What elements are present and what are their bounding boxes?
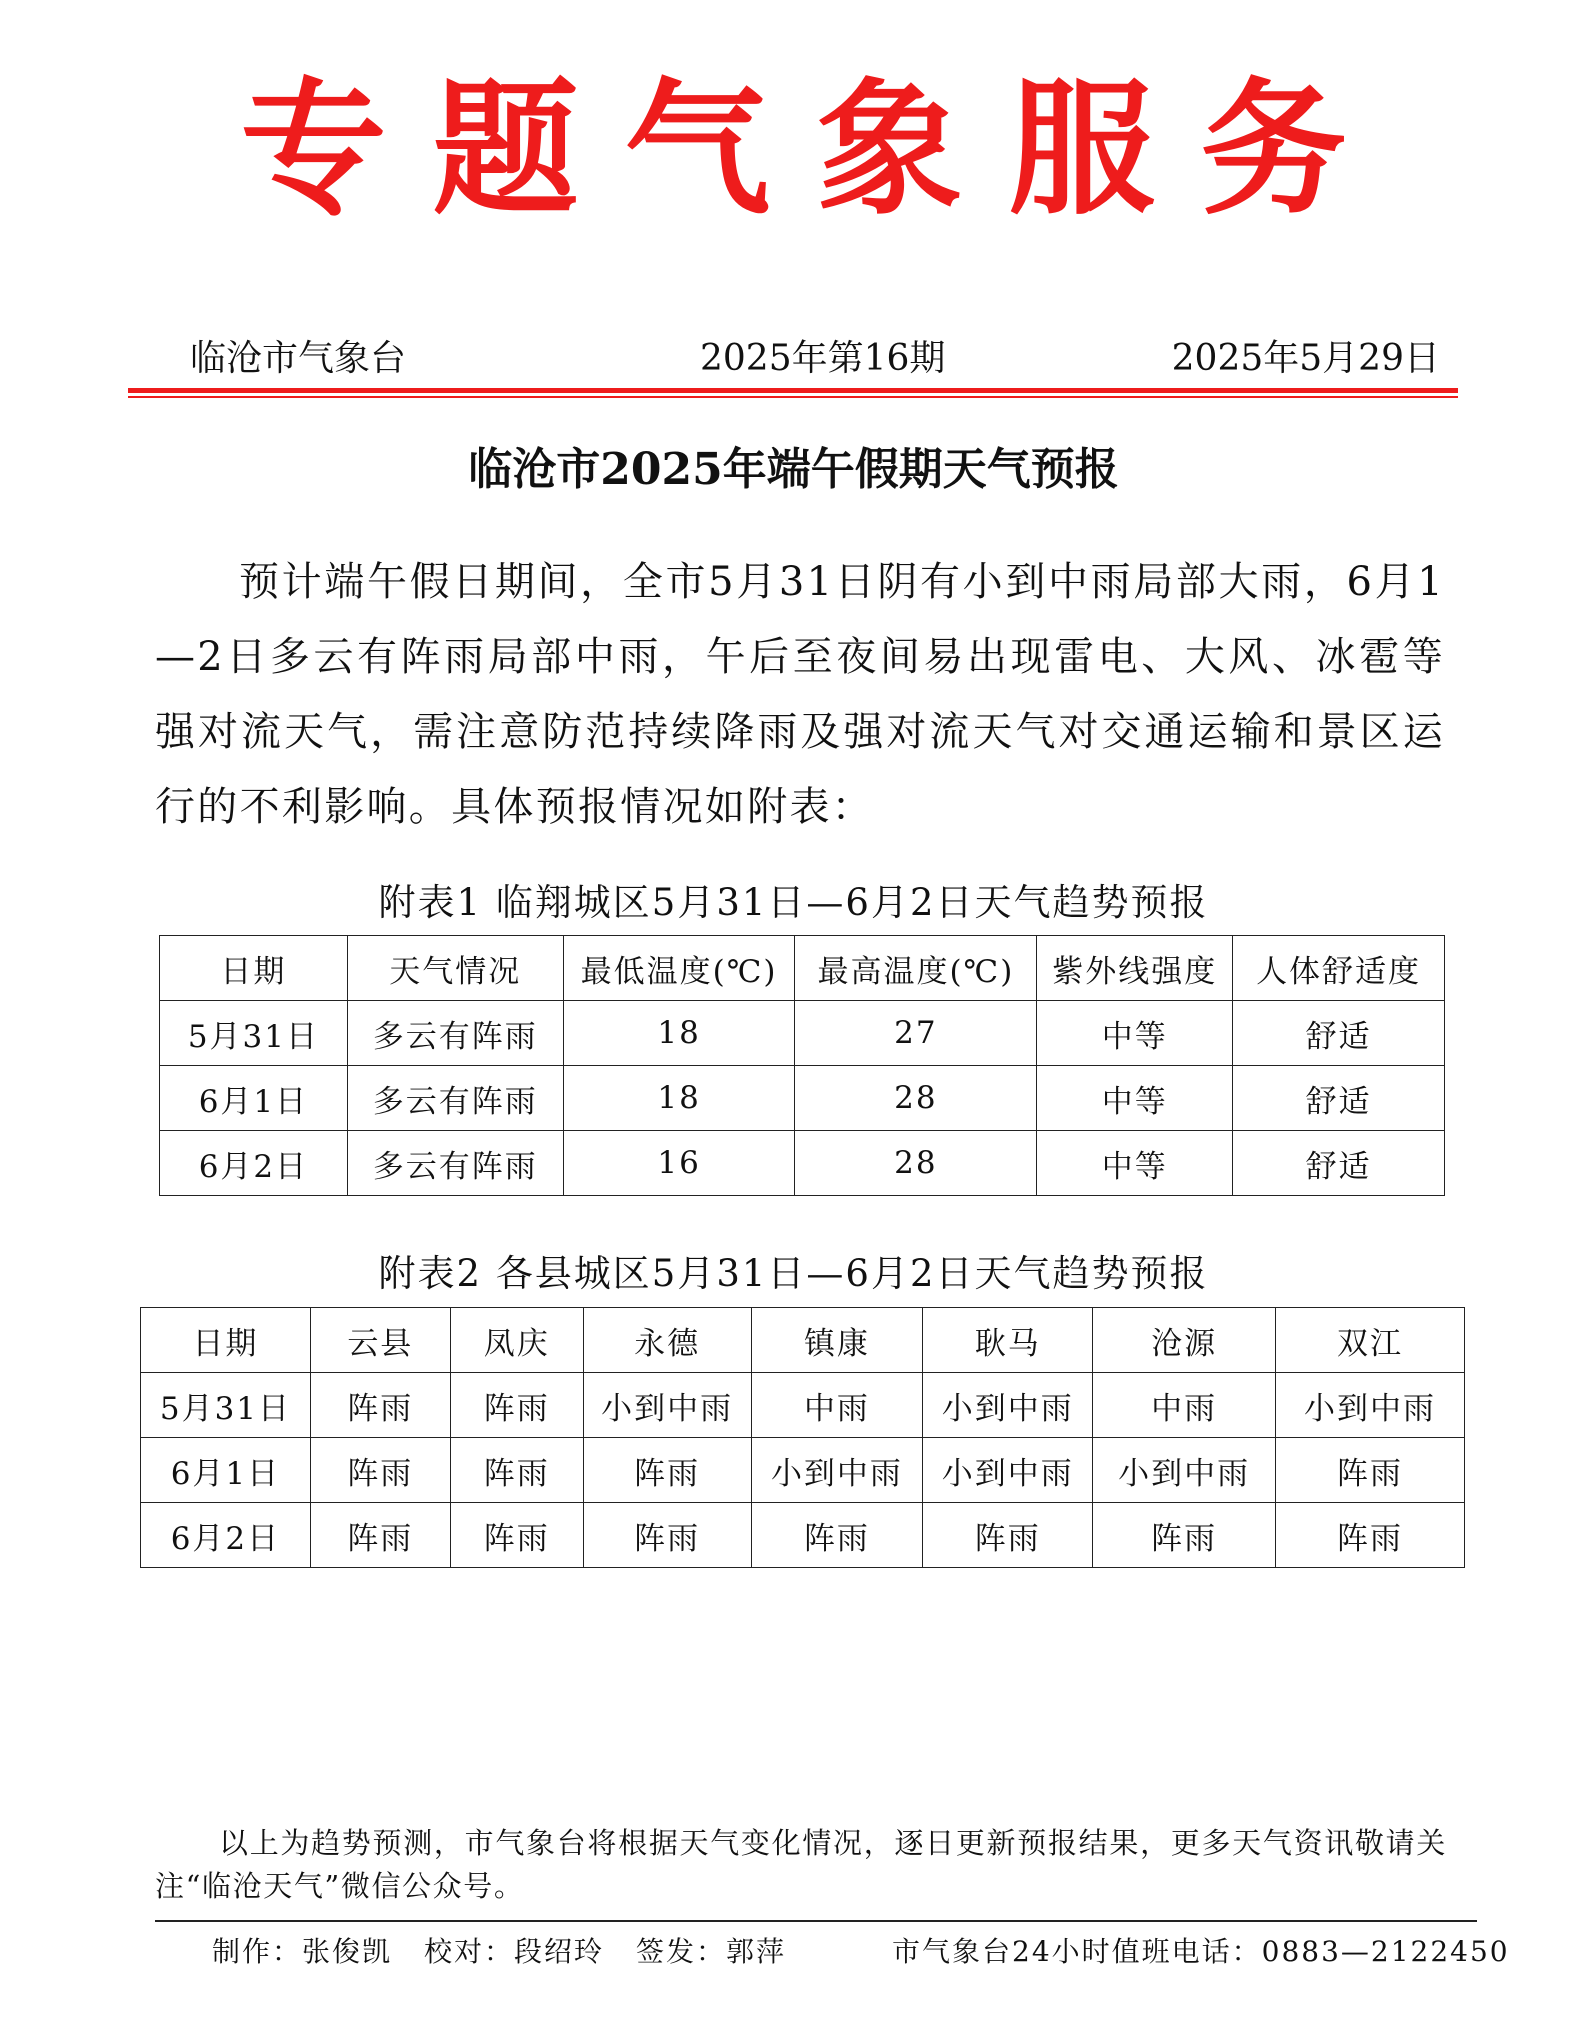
table-cell: 阵雨 [923,1503,1093,1568]
table-cell: 小到中雨 [1276,1373,1465,1438]
table-cell: 6月1日 [160,1066,348,1131]
footnote-paragraph: 以上为趋势预测，市气象台将根据天气变化情况，逐日更新预报结果，更多天气资讯敬请关注“临沧天气”微信公众号。 [155,1826,1447,1903]
table-cell: 阵雨 [1093,1503,1276,1568]
table-cell: 中等 [1037,1066,1233,1131]
issue-info-row [190,333,1440,385]
table-row [160,1001,1445,1066]
table-header-cell: 最高温度(℃) [795,936,1037,1001]
table-cell: 多云有阵雨 [347,1001,563,1066]
footer-credits [212,1930,1510,1974]
table-cell: 6月1日 [141,1438,311,1503]
table-cell: 阵雨 [310,1373,450,1438]
table-cell: 16 [563,1131,795,1196]
table-cell: 小到中雨 [1093,1438,1276,1503]
table-cell: 阵雨 [751,1503,923,1568]
table-cell: 5月31日 [141,1373,311,1438]
footer-hotline: 市气象台24小时值班电话：0883—2122450 [892,1935,1510,1968]
table-cell: 阵雨 [1276,1503,1465,1568]
red-divider-thick [128,388,1458,393]
table-cell: 舒适 [1233,1001,1445,1066]
table-header-cell: 云县 [310,1308,450,1373]
table-header-cell: 紫外线强度 [1037,936,1233,1001]
table-header-cell: 双江 [1276,1308,1465,1373]
footer-maker: 制作：张俊凯 [212,1935,393,1968]
issue-date: 2025年5月29日 [1171,338,1440,379]
table-cell: 阵雨 [450,1503,583,1568]
footer-checker: 校对：段绍玲 [424,1935,605,1968]
county-forecast-table [140,1307,1465,1568]
table-cell: 小到中雨 [583,1373,751,1438]
table-header-row [141,1308,1465,1373]
forecast-summary-paragraph: 预计端午假日期间，全市5月31日阴有小到中雨局部大雨，6月1—2日多云有阵雨局部中雨，午后至夜间易出现雷电、大风、冰雹等强对流天气，需注意防范持续降雨及强对流天气对交通运输和景区运行的不利影响。具体预报情况如附表： [155,559,1445,830]
table-cell: 舒适 [1233,1066,1445,1131]
table-cell: 小到中雨 [751,1438,923,1503]
table-cell: 18 [563,1001,795,1066]
table-header-cell: 天气情况 [347,936,563,1001]
table-header-cell: 镇康 [751,1308,923,1373]
table-cell: 阵雨 [310,1438,450,1503]
table-row [141,1373,1465,1438]
table-cell: 阵雨 [450,1373,583,1438]
table-cell: 18 [563,1066,795,1131]
table-cell: 中等 [1037,1001,1233,1066]
table-header-cell: 最低温度(℃) [563,936,795,1001]
table-header-row [160,936,1445,1001]
table-cell: 27 [795,1001,1037,1066]
masthead-title: 专题气象服务 [240,65,1393,235]
table-cell: 28 [795,1131,1037,1196]
table2-caption: 附表2 各县城区5月31日—6月2日天气趋势预报 [378,1252,1209,1295]
table-cell: 多云有阵雨 [347,1131,563,1196]
table-cell: 阵雨 [310,1503,450,1568]
table-cell: 中等 [1037,1131,1233,1196]
table-header-cell: 日期 [141,1308,311,1373]
table-cell: 5月31日 [160,1001,348,1066]
table-cell: 阵雨 [450,1438,583,1503]
table-row [141,1503,1465,1568]
footer-divider [155,1920,1477,1922]
linxiang-forecast-table [159,935,1445,1196]
issuing-organization: 临沧市气象台 [190,338,407,379]
table-header-cell: 沧源 [1093,1308,1276,1373]
table-header-cell: 日期 [160,936,348,1001]
table-cell: 中雨 [1093,1373,1276,1438]
table-cell: 阵雨 [1276,1438,1465,1503]
table-cell: 小到中雨 [923,1438,1093,1503]
issue-number: 2025年第16期 [700,338,946,379]
table-row [160,1131,1445,1196]
table-header-cell: 永德 [583,1308,751,1373]
red-divider-thin [128,396,1458,398]
table-cell: 小到中雨 [923,1373,1093,1438]
table-cell: 6月2日 [141,1503,311,1568]
table-row [160,1066,1445,1131]
table-cell: 多云有阵雨 [347,1066,563,1131]
table-cell: 28 [795,1066,1037,1131]
table-header-cell: 人体舒适度 [1233,936,1445,1001]
table-cell: 舒适 [1233,1131,1445,1196]
table-cell: 中雨 [751,1373,923,1438]
table-header-cell: 凤庆 [450,1308,583,1373]
document-title: 临沧市2025年端午假期天气预报 [468,444,1119,495]
footer-signer: 签发：郭萍 [636,1935,787,1968]
table-cell: 阵雨 [583,1438,751,1503]
table-cell: 6月2日 [160,1131,348,1196]
table-row [141,1438,1465,1503]
table-header-cell: 耿马 [923,1308,1093,1373]
table-cell: 阵雨 [583,1503,751,1568]
table1-caption: 附表1 临翔城区5月31日—6月2日天气趋势预报 [378,881,1209,924]
